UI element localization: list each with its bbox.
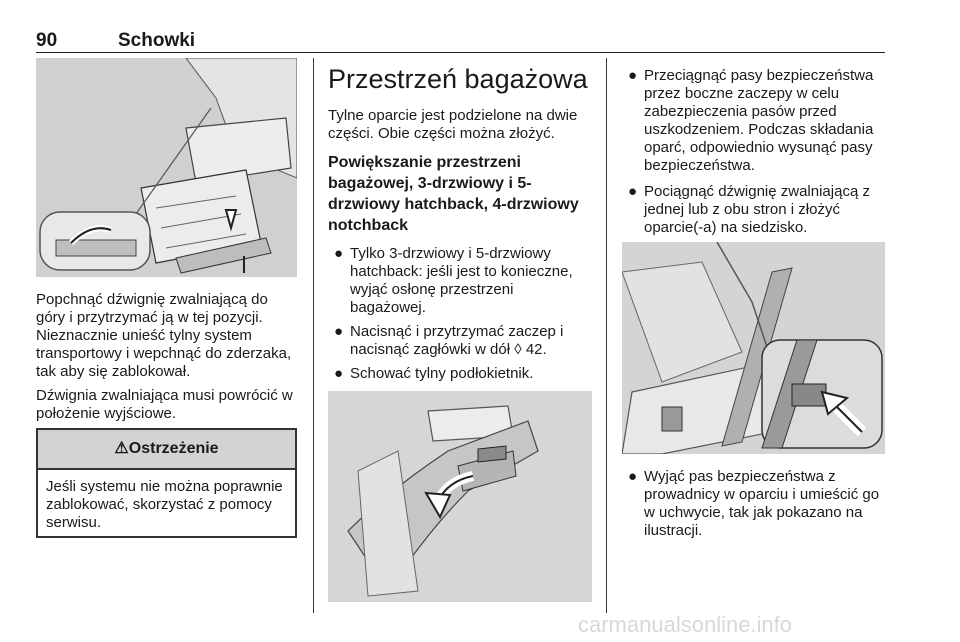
illustration-seatbelt [622, 242, 885, 454]
subheading: Powiększanie przestrzeni bagażowej, 3-drzwiowy i 5-drzwiowy hatchback, 4-drzwiowy notchback [328, 154, 579, 234]
watermark: carmanualsonline.info [578, 612, 793, 637]
intro-paragraph: Tylne oparcie jest podzielone na dwie części. Obie części można złożyć. [328, 107, 578, 142]
warning-title: Ostrzeżenie [128, 440, 219, 457]
list-item: ● Tylko 3-drzwiowy i 5-drzwiowy hatchback: jeśli jest to konieczne, wyjąć osłonę przestrzeni bagażowej. [334, 245, 573, 316]
page-number: 90 [36, 30, 58, 51]
list-item: ● Nacisnąć i przytrzymać zaczep i nacisnąć zagłówki w dół ◊ 42. [334, 323, 564, 358]
section-title: Schowki [118, 30, 196, 51]
column-right [622, 58, 885, 540]
column-middle [328, 58, 592, 602]
paragraph: Popchnąć dźwignię zwalniającą do góry i przytrzymać ją w tej pozycji. Nieznacznie unieść tylny system transportowy i wepchnąć do zderzaka, tak aby się zablokował. [36, 291, 292, 380]
rear-carrier-drawing [36, 58, 297, 277]
column-divider [313, 58, 314, 613]
illustration-rear-carrier [36, 58, 297, 277]
column-left [36, 58, 297, 422]
warning-header [38, 430, 295, 470]
bullet-list [622, 468, 885, 540]
page-header [36, 30, 885, 53]
bullet-list [622, 67, 885, 237]
list-item: ● Schować tylny podłokietnik. [334, 365, 534, 382]
list-item: ● Przeciągnąć pasy bezpieczeństwa przez boczne zaczepy w celu zabezpieczenia pasów przed uszkodzeniem. Podczas składania oparć, odpowiednio wysunąć pasy bezpieczeństwa. [628, 67, 874, 174]
paragraph: Dźwignia zwalniająca musi powrócić w położenie wyjściowe. [36, 387, 293, 422]
list-item: ● Pociągnąć dźwignię zwalniającą z jednej lub z obu stron i złożyć oparcie(-a) na siedzisko. [628, 183, 870, 236]
list-item: ● Wyjąć pas bezpieczeństwa z prowadnicy w oparciu i umieścić go w uchwycie, tak jak pokazano na ilustracji. [628, 468, 880, 539]
armrest-drawing [328, 391, 592, 602]
column-divider [606, 58, 607, 613]
section-heading: Przestrzeń bagażowa [328, 64, 588, 94]
illustration-armrest [328, 391, 592, 602]
warning-triangle-icon: ⚠ [114, 440, 129, 457]
seatbelt-drawing [622, 242, 885, 454]
warning-body: Jeśli systemu nie można poprawnie zablokować, skorzystać z pomocy serwisu. [46, 478, 283, 531]
bullet-list [328, 245, 592, 383]
warning-box [36, 428, 297, 538]
